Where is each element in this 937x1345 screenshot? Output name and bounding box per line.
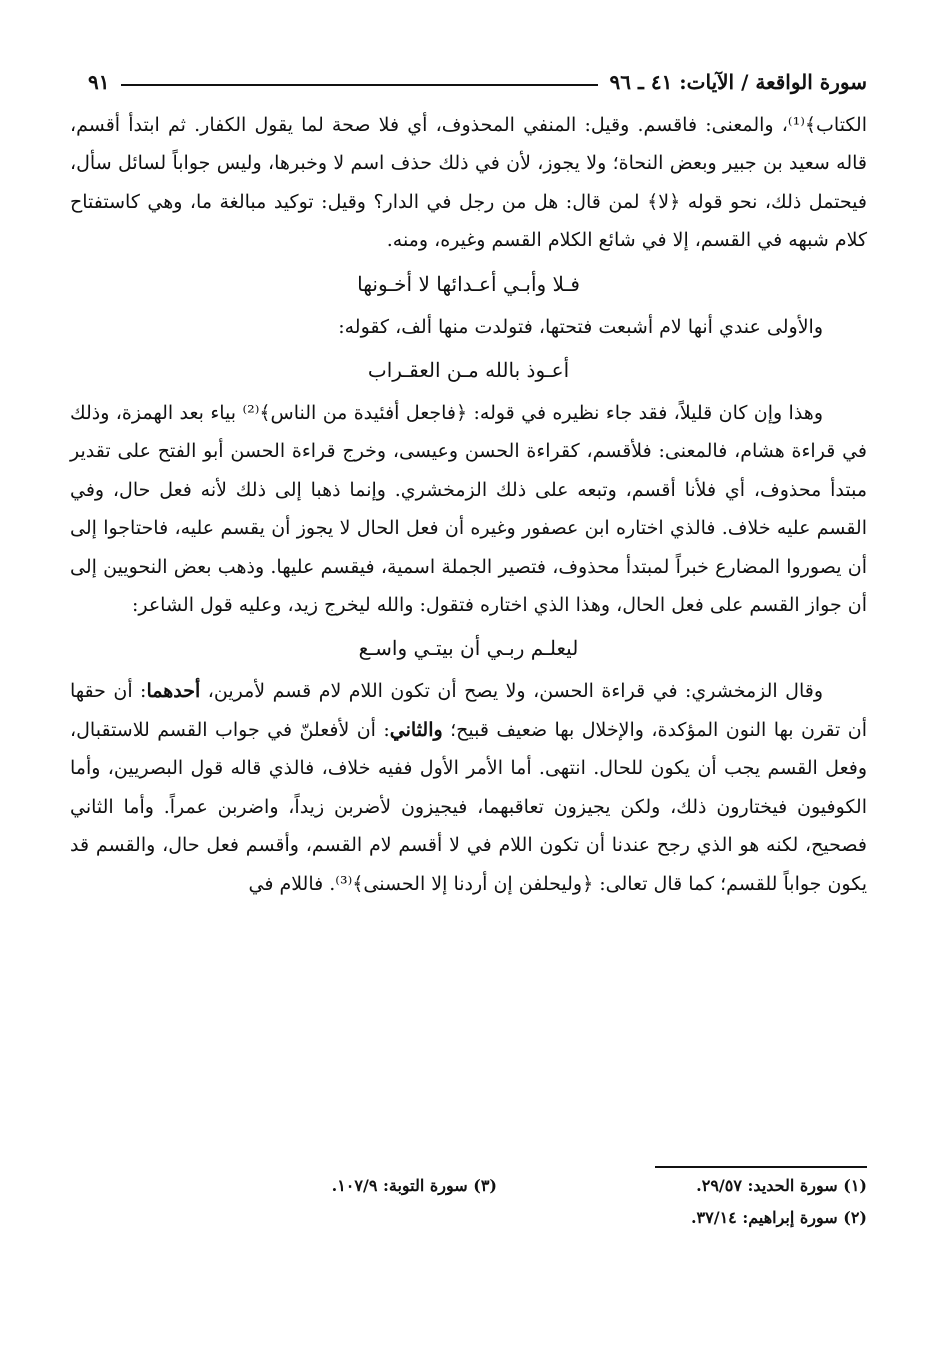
- footnote-2: (٢) سورة إبراهيم: ٣٧/١٤.: [690, 1208, 867, 1227]
- verse-3: ليعلـم ربـي أن بيتـي واسـع: [358, 636, 579, 661]
- paragraph-4-part-a: وقال الزمخشري: في قراءة الحسن، ولا يصح أن تكون اللام لام قسم لأمرين،: [207, 680, 823, 703]
- second-point-label: والثاني: [389, 718, 443, 741]
- footnote-1: (١) سورة الحديد: ٢٩/٥٧.: [696, 1176, 867, 1195]
- paragraph-4: [70, 672, 867, 902]
- verse-2: أعـوذ بالله مـن العقـراب: [367, 358, 570, 383]
- footnote-rule: [655, 1166, 867, 1168]
- first-point-label: أحدهما: [146, 680, 201, 703]
- page-header: [88, 60, 867, 94]
- page-number: ٩١: [88, 70, 110, 94]
- paragraph-1: الكتاب﴾⁽¹⁾، والمعنى: فاقسم. وقيل: المنفي المحذوف، أي فلا صحة لما يقول الكفار. ثم ابتدأ أقسم، قاله سعيد بن جبير وبعض النحاة؛ ولا يجوز، لأن في ذلك حذف اسم لا وخبرها، وليس جواباً لسائل سأل، فيحتمل ذلك، نحو قوله ﴿لا﴾ لمن قال: هل من رجل في الدار؟ وقيل: توكيد مبالغة ما، وهي كاستفتاح كلام شبهه في القسم، إلا في شائع الكلام القسم وغيره، ومنه.: [70, 114, 867, 252]
- running-title: سورة الواقعة / الآيات: ٤١ ـ ٩٦: [609, 70, 867, 94]
- footnote-3: (٣) سورة التوبة: ١٠٧/٩.: [331, 1176, 497, 1195]
- main-text: [70, 106, 867, 903]
- paragraph-2: والأولى عندي أنها لام أشبعت فتحتها، فتولدت منها ألف، كقوله:: [338, 315, 823, 338]
- paragraph-3: وهذا وإن كان قليلاً، فقد جاء نظيره في قوله: ﴿فاجعل أفئيدة من الناس﴾⁽²⁾ بياء بعد الهمزة، وذلك في قراءة هشام، فالمعنى: فلأقسم، كقراءة الحسن وعيسى، وخرج قراءة الحسن أبو الفتح على تقدير مبتدأ محذوف، أي فلأنا أقسم، وتبعه على ذلك الزمخشري. وإنما ذهبا إلى ذلك لأنه فعل حال، وفي القسم عليه خلاف. فالذي اختاره ابن عصفور وغيره أن فعل الحال لا يجوز أن يقسم عليه، فاحتاجوا إلى أن يصوروا المضارع خبراً لمبتدأ محذوف، فتصير الجملة اسمية، فيقسم عليها. وذهب بعض النحويين إلى أن جواز القسم على فعل الحال، وهذا الذي اختاره فتقول: والله ليخرج زيد، وعليه قول الشاعر:: [70, 402, 867, 617]
- paragraph-4-part-c: : أن لأفعلنّ في جواب القسم للاستقبال، وفعل القسم يجب أن يكون للحال. انتهى. أما الأمر الأول ففيه خلاف، فالذي قاله قول البصريين، وأما الكوفيون فيختارون ذلك، ولكن يجيزون تعاقبهما، فيجيزون لأضربن زيداً، واضربن عمراً. وأما الثاني فصحيح، لكنه هو الذي رجح عندنا أن تكون اللام في لا أقسم لام القسم، وأقسم فعل حال، والقسم قد يكون جواباً للقسم؛ كما قال تعالى: ﴿وليحلفن إن أردنا إلا الحسنى﴾⁽³⁾. فاللام في: [70, 718, 867, 895]
- header-rule: [121, 84, 597, 86]
- paragraph-4-part-b: : أن حقها أن تقرن بها النون المؤكدة، والإخلال بها ضعيف قبيح؛: [70, 680, 867, 741]
- verse-1: فـلا وأبـي أعـدائها لا أخـونها: [357, 271, 580, 296]
